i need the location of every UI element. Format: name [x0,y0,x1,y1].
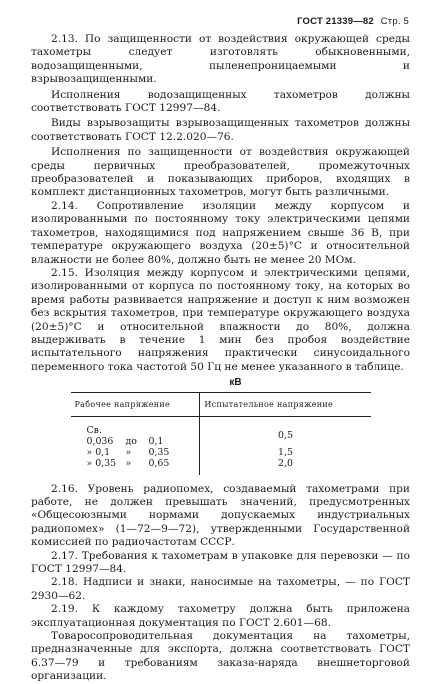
paragraph-waterproof: Исполнения водозащищенных тахометров должны соответствовать ГОСТ 12997—84. [31,88,410,115]
standard-number: ГОСТ 21339—82 [297,16,374,27]
working-voltage-cell: » 0,35 » 0,65 [71,458,200,475]
document-body [31,33,410,684]
paragraph-2-19: 2.19. К каждому тахометру должна быть приложена эксплуатационная документация по ГОСТ 2.601—68. [31,603,410,629]
paragraph-2-16: 2.16. Уровень радиопомех, создаваемый тахометрами при работе, не должен превышать значений, предусмотренных «Общесоюзными нормами допускаемых индустриальных радиопомех» (1—72—9—72), утвержденными Государственной комиссией по радиочастотам СССР. [31,482,410,549]
page-header [297,16,409,27]
test-voltage-cell: 0,5 [278,430,293,442]
paragraph-explosion-proof: Виды взрывозащиты взрывозащищенных тахометров должны соответствовать ГОСТ 12.2.020—76. [31,117,410,143]
paragraph-2-15: 2.15. Изоляция между корпусом и электрическими цепями, изолированными от корпуса по постоянному току, на которых во время работы развивается напряжение и доступ к ним возможен без вскрытия тахометров, при температуре окружающего воздуха (20±5)°С и относительной влажности до 80%, должна выдерживать в течение 1 мин без пробоя воздействие испытательного напряжения практически синусоидального переменного тока частотой 50 Гц не менее указанного в таблице. [31,266,410,373]
paragraph-2-14: 2.14. Сопротивление изоляции между корпусом и изолированными по постоянному току электрическими цепями тахометров, находящимися под напряжением свыше 36 В, при температуре окружающего воздуха (20±5)°С и относительной влажности не более 80%, должно быть не менее 20 МОм. [31,199,410,266]
table-row [71,416,371,447]
table-header-row [71,392,371,416]
paragraph-2-13: 2.13. По защищенности от воздействия окружающей среды тахометры следует изготовлять обыкновенными, водозащищенными, пыленепроницаемыми и взрывозащищенными. [31,33,410,86]
column-header-test-voltage: Испытательное напряжение [200,392,371,416]
table-unit: кВ [229,377,242,389]
working-voltage-cell: Св. 0,036 до 0,1 [71,416,200,447]
voltage-table [71,392,371,475]
paragraph-2-18: 2.18. Надписи и знаки, наносимые на тахометры, — по ГОСТ 2930—62. [31,576,410,602]
column-header-working-voltage: Рабочее напряжение [71,392,200,416]
table-row [71,458,371,475]
test-voltage-cell: 1,5 [278,446,293,458]
page-number: Стр. 5 [380,16,409,27]
table-row [71,447,371,458]
paragraph-2-17: 2.17. Требования к тахометрам в упаковке для перевозки — по ГОСТ 12997—84. [31,549,410,575]
paragraph-protection-variants: Исполнения по защищенности от воздействия окружающей среды первичных преобразователей, промежуточных преобразователей и показывающих приборов, входящих в комплект дистанционных тахометров, могут быть различными. [31,146,410,199]
test-voltage-cell: 2,0 [278,457,293,469]
working-voltage-cell: » 0,1 » 0,35 [71,447,200,458]
paragraph-export-docs: Товаросопроводительная документация на тахометры, предназначенные для экспорта, должна соответствовать ГОСТ 6.37—79 и требованиям заказа-наряда внешнеторговой организации. [31,630,410,683]
